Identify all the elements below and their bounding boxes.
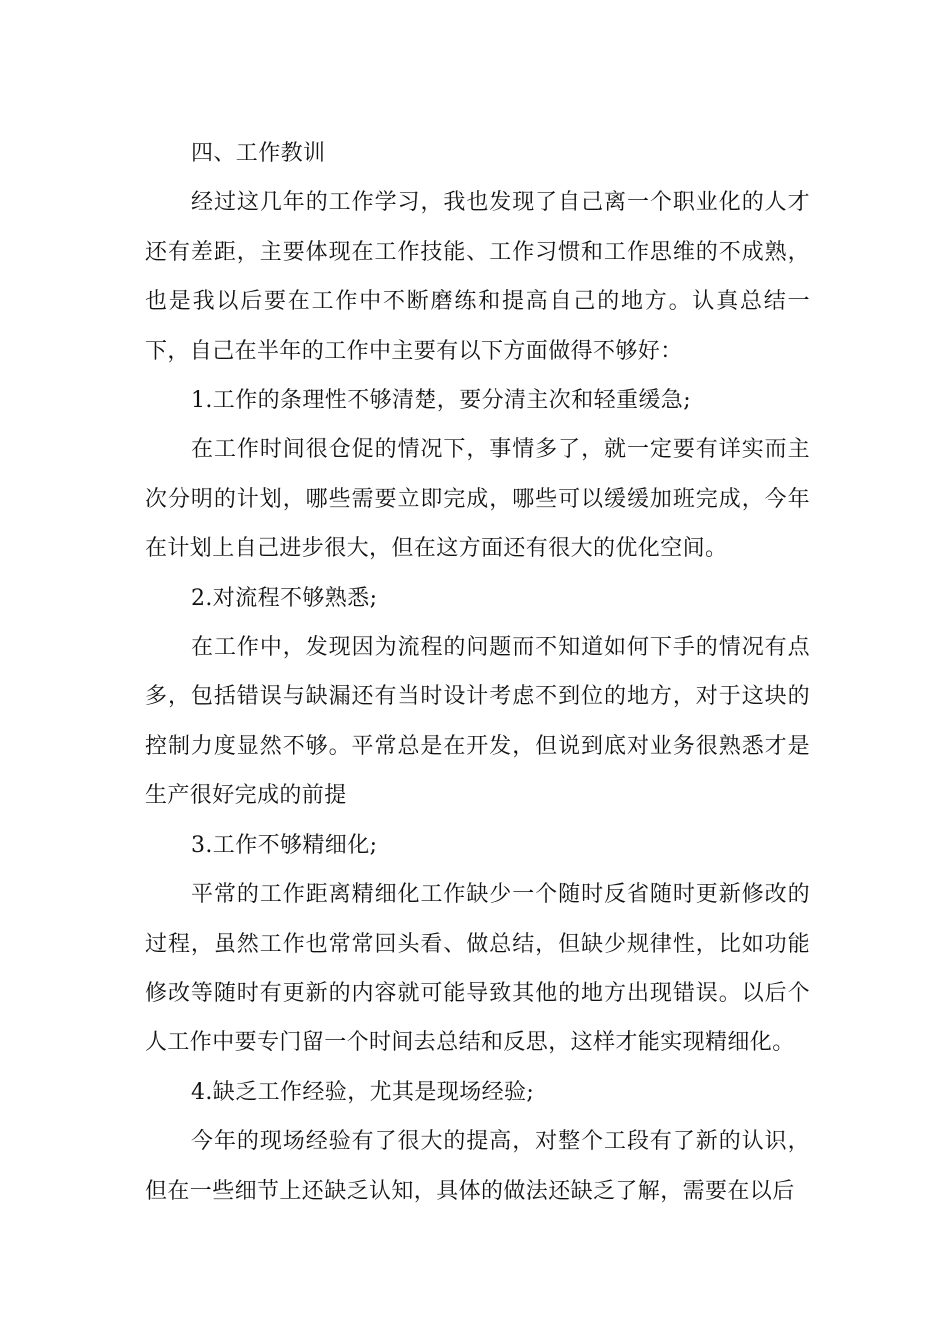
- paragraph-item-2-detail: 在工作中，发现因为流程的问题而不知道如何下手的情况有点多，包括错误与缺漏还有当时设计考虑不到位的地方，对于这块的控制力度显然不够。平常总是在开发，但说到底对业务很熟悉才是生产很好完成的前提: [145, 635, 810, 809]
- paragraph-item-1-detail: 在工作时间很仓促的情况下，事情多了，就一定要有详实而主次分明的计划，哪些需要立即完成，哪些可以缓缓加班完成，今年在计划上自己进步很大，但在这方面还有很大的优化空间。: [145, 437, 810, 562]
- paragraph-item-3-detail: 平常的工作距离精细化工作缺少一个随时反省随时更新修改的过程，虽然工作也常常回头看、做总结，但缺少规律性，比如功能修改等随时有更新的内容就可能导致其他的地方出现错误。以后个人工作中要专门留一个时间去总结和反思，这样才能实现精细化。: [145, 882, 810, 1056]
- paragraph-intro: 经过这几年的工作学习，我也发现了自己离一个职业化的人才还有差距，主要体现在工作技能、工作习惯和工作思维的不成熟，也是我以后要在工作中不断磨练和提高自己的地方。认真总结一下，自己在半年的工作中主要有以下方面做得不够好：: [145, 190, 810, 364]
- list-item-4: 4.缺乏工作经验，尤其是现场经验;: [191, 1079, 535, 1105]
- section-heading: 四、工作教训: [191, 141, 326, 166]
- paragraph-item-4-detail: 今年的现场经验有了很大的提高，对整个工段有了新的认识，但在一些细节上还缺乏认知，具体的做法还缺乏了解，需要在以后: [145, 1129, 810, 1204]
- list-item-2: 2.对流程不够熟悉;: [191, 585, 378, 611]
- list-item-1: 1.工作的条理性不够清楚，要分清主次和轻重缓急;: [191, 388, 692, 414]
- list-item-3: 3.工作不够精细化;: [191, 832, 378, 858]
- document-body: [145, 129, 810, 1216]
